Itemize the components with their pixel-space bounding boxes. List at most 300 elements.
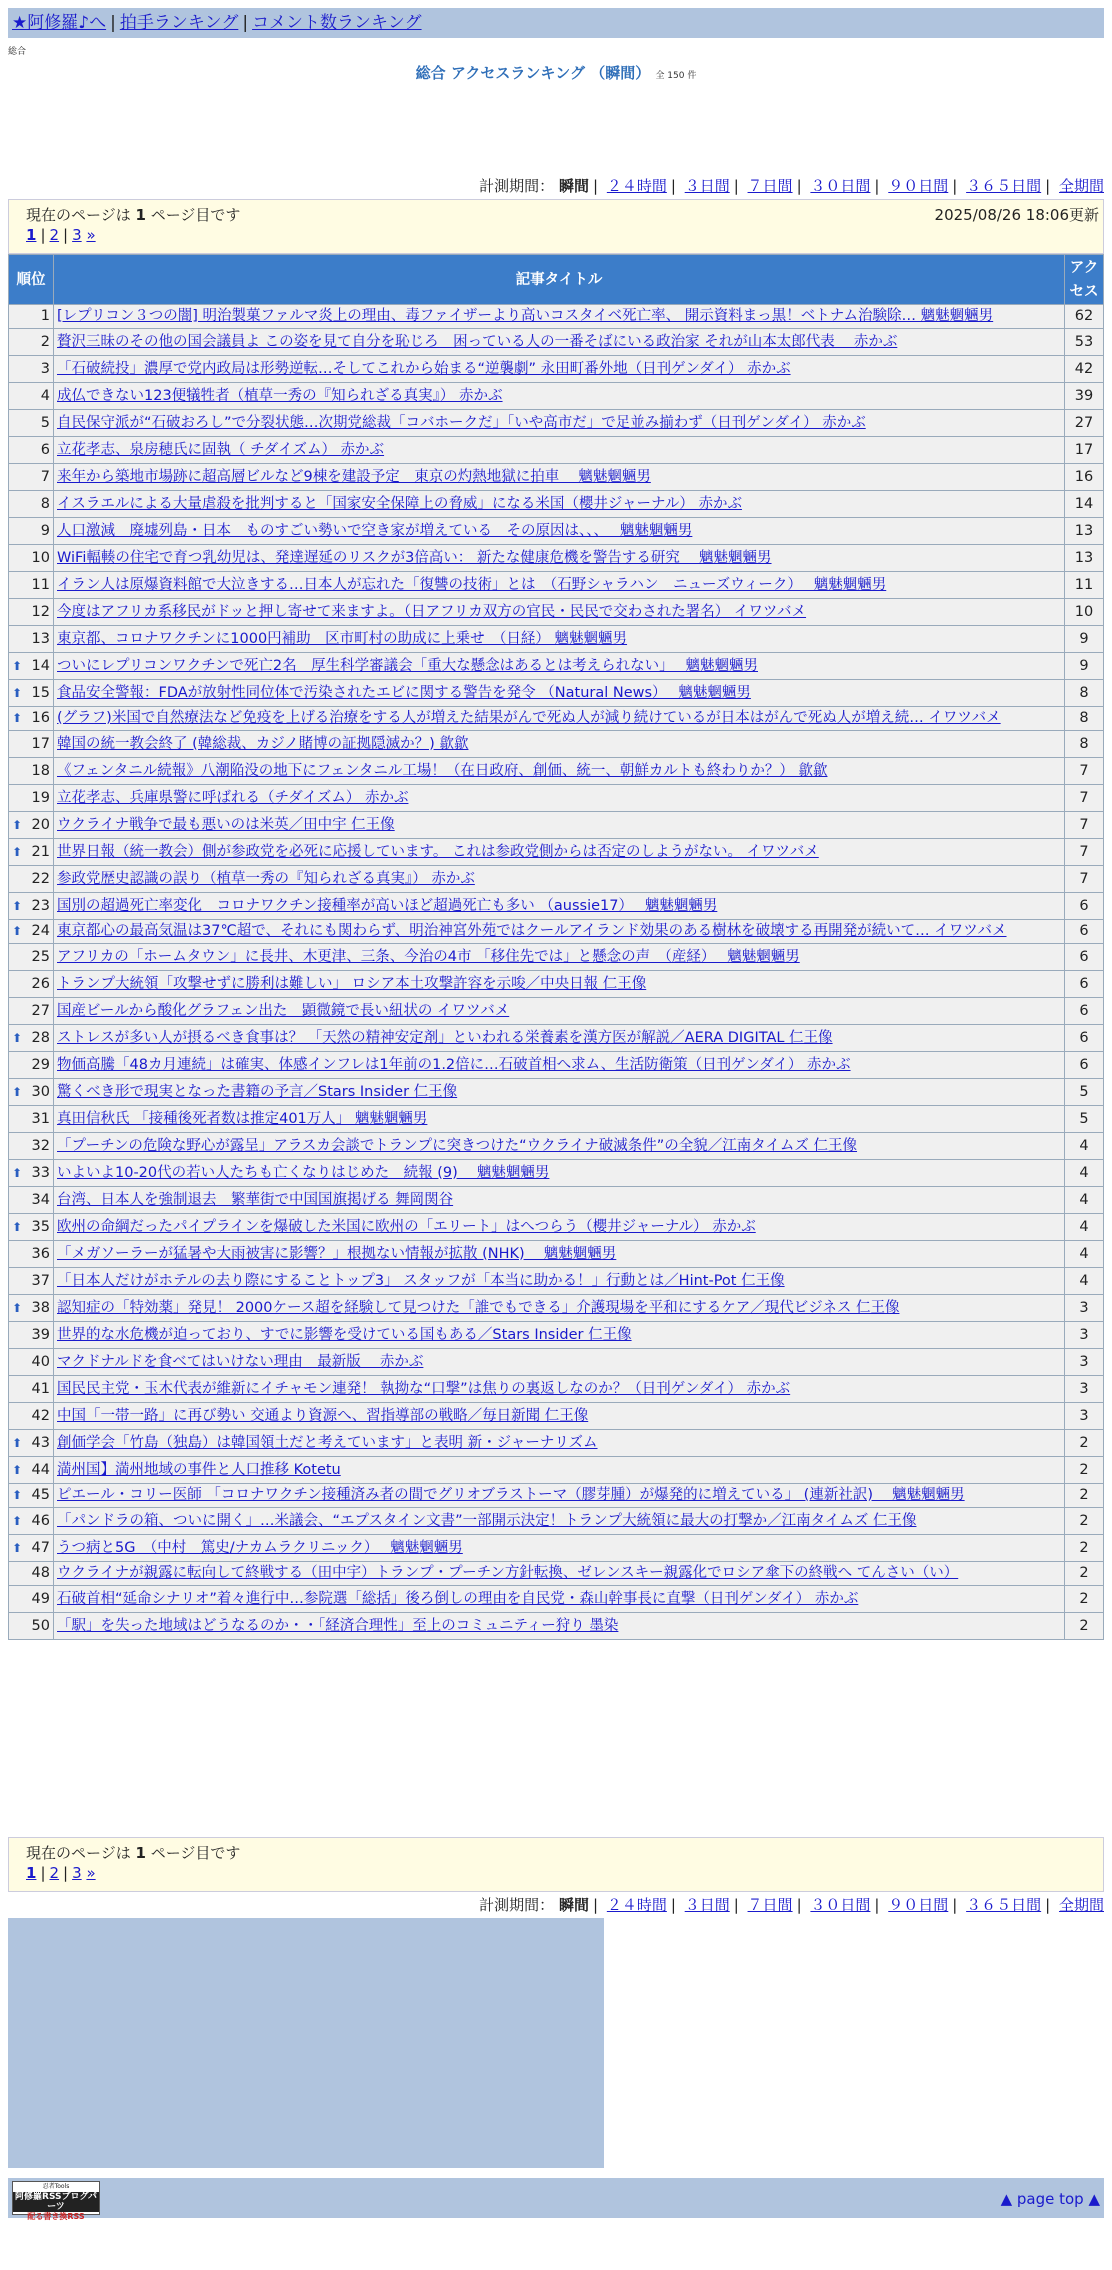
rank-number: 23 — [31, 897, 50, 914]
title-cell — [54, 1214, 1065, 1241]
period-link-24h[interactable]: ２４時間 — [606, 1896, 667, 1914]
article-link[interactable]: 世界的な水危機が迫っており、すでに影響を受けている国もある／Stars Insider 仁王像 — [57, 1326, 632, 1343]
table-row — [9, 437, 1104, 464]
article-link[interactable]: 「日本人だけがホテルの去り際にすることトップ3」 スタッフが「本当に助かる！」行動とは／Hint-Pot 仁王像 — [57, 1272, 785, 1289]
rank-up-arrow-icon: ⬆ — [12, 658, 23, 673]
article-link[interactable]: 《フェンタニル続報》八潮陥没の地下にフェンタニル工場！（在日政府、創価、統一、朝鮮カルトも終わりか？） 歙歙 — [57, 762, 828, 779]
table-row — [9, 1322, 1104, 1349]
article-link[interactable]: 物価高騰「48カ月連続」は確実、体感インフレは1年前の1.2倍に…石破首相へ求ム、生活防衛策（日刊ゲンダイ） 赤かぶ — [57, 1056, 851, 1073]
rank-cell — [9, 785, 54, 812]
article-link[interactable]: (グラフ)米国で自然療法など免疫を上げる治療をする人が増えた結果がんで死ぬ人が減り続けているが日本はがんで死ぬ人が増え続… イワツバメ — [57, 710, 1001, 726]
rank-number: 36 — [31, 1245, 50, 1262]
access-count: 4 — [1065, 1214, 1104, 1241]
article-link[interactable]: ついにレプリコンワクチンで死亡2名 厚生科学審議会「重大な懸念はあるとは考えられない」 魑魅魍魎男 — [57, 657, 758, 674]
page-top-link[interactable]: ▲ page top ▲ — [1000, 2190, 1100, 2208]
access-count: 17 — [1065, 437, 1104, 464]
article-link[interactable]: 「メガソーラーが猛暑や大雨被害に影響？」根拠ない情報が拡散 (NHK) 魑魅魍魎男 — [57, 1245, 617, 1262]
title-cell — [54, 356, 1065, 383]
title-cell — [54, 518, 1065, 545]
article-link[interactable]: 世界日報（統一教会）側が参政党を必死に応援しています。 これは参政党側からは否定のしようがない。 イワツバメ — [57, 843, 819, 860]
rank-number: 17 — [31, 735, 50, 752]
title-cell — [54, 329, 1065, 356]
article-link[interactable]: トランプ大統領「攻撃せずに勝利は難しい」 ロシア本土攻撃許容を示唆／中央日報 仁王像 — [57, 975, 647, 992]
access-count: 3 — [1065, 1376, 1104, 1403]
title-cell — [54, 785, 1065, 812]
table-row — [9, 1562, 1104, 1586]
title-cell — [54, 971, 1065, 998]
access-count: 42 — [1065, 356, 1104, 383]
article-link[interactable]: ウクライナが親露に転向して終戦する（田中宇）トランプ・プーチン方針転換、ゼレンスキー親露化でロシア傘下の終戦へ てんさい（い） — [57, 1565, 959, 1581]
total-count: 全 150 件 — [655, 71, 697, 81]
rank-number: 19 — [31, 789, 50, 806]
page-link-2[interactable]: 2 — [49, 1864, 60, 1882]
title-cell — [54, 839, 1065, 866]
rank-number: 43 — [31, 1434, 50, 1451]
article-link[interactable]: 台湾、日本人を強制退去 繁華街で中国国旗掲げる 舞岡関谷 — [57, 1191, 454, 1208]
rank-number: 45 — [31, 1487, 50, 1503]
table-row — [9, 1052, 1104, 1079]
title-cell — [54, 920, 1065, 944]
rank-cell — [9, 1457, 54, 1484]
title-cell — [54, 998, 1065, 1025]
rank-up-arrow-icon: ⬆ — [12, 1300, 23, 1315]
article-link[interactable]: ピエール・コリー医師 「コロナワクチン接種済み者の間でグリオブラストーマ（膠芽腫）が爆発的に増えている」 (連新社訳) 魑魅魍魎男 — [57, 1487, 965, 1503]
rank-number: 35 — [31, 1218, 50, 1235]
rank-number: 30 — [31, 1083, 50, 1100]
access-count: 14 — [1065, 491, 1104, 518]
table-row — [9, 920, 1104, 944]
access-count: 8 — [1065, 707, 1104, 731]
rank-cell — [9, 1133, 54, 1160]
rank-up-arrow-icon: ⬆ — [12, 1084, 23, 1099]
period-link-3d[interactable]: ３日間 — [684, 1896, 730, 1914]
rank-cell — [9, 1025, 54, 1052]
rank-cell — [9, 626, 54, 653]
rank-cell — [9, 1214, 54, 1241]
rank-number: 22 — [31, 870, 50, 887]
article-link[interactable]: 満州国】満州地域の事件と人口推移 Kotetu — [57, 1461, 341, 1478]
rank-cell — [9, 1562, 54, 1586]
access-count: 2 — [1065, 1508, 1104, 1535]
rank-number: 16 — [31, 710, 50, 726]
access-count: 39 — [1065, 383, 1104, 410]
rank-number: 12 — [31, 603, 50, 620]
title-cell — [54, 572, 1065, 599]
rank-number: 9 — [40, 522, 50, 539]
article-link[interactable]: 国民民主党・玉木代表が維新にイチャモン連発！ 執拗な“口撃”は焦りの裏返しなのか？（日刊ゲンダイ） 赤かぶ — [57, 1380, 791, 1397]
title-cell — [54, 1295, 1065, 1322]
title-cell — [54, 1562, 1065, 1586]
table-row — [9, 971, 1104, 998]
article-link[interactable]: 人口激減 廃墟列島・日本 ものすごい勢いで空き家が増えている その原因は、、、 魑魅魍魎男 — [57, 522, 693, 539]
period-link-90d[interactable]: ９０日間 — [888, 177, 949, 195]
title-cell — [54, 1025, 1065, 1052]
table-row — [9, 707, 1104, 731]
rank-cell — [9, 1322, 54, 1349]
rank-cell — [9, 893, 54, 920]
page-link-3[interactable]: 3 — [72, 226, 82, 244]
rank-number: 29 — [31, 1056, 50, 1073]
rank-number: 7 — [40, 468, 50, 485]
article-link[interactable]: 欧州の命綱だったパイプラインを爆破した米国に欧州の「エリート」はへつらう（櫻井ジャーナル） 赤かぶ — [57, 1218, 756, 1235]
article-link[interactable]: うつ病と5G （中村 篤史/ナカムラクリニック） 魑魅魍魎男 — [57, 1539, 463, 1556]
access-count: 62 — [1065, 305, 1104, 329]
rank-cell — [9, 866, 54, 893]
nav-link-asyura[interactable]: ★阿修羅♪へ — [12, 13, 107, 33]
table-row — [9, 1457, 1104, 1484]
rank-cell — [9, 731, 54, 758]
article-link[interactable]: 食品安全警報：FDAが放射性同位体で汚染されたエビに関する警告を発令 （Natural News） 魑魅魍魎男 — [57, 684, 751, 701]
rank-number: 44 — [31, 1461, 50, 1478]
title-cell — [54, 599, 1065, 626]
article-link[interactable]: WiFi輻輳の住宅で育つ乳幼児は、発達遅延のリスクが3倍高い： 新たな健康危機を警告する研究 魑魅魍魎男 — [57, 549, 772, 566]
period-selector-bottom: 計測期間： 瞬間 | ２４時間 | ３日間 | ７日間 | ３０日間 | ９０日間 | ３６５日間 | 全期間 — [479, 1896, 1104, 1914]
article-link[interactable]: 「プーチンの危険な野心が露呈」アラスカ会談でトランプに突きつけた“ウクライナ破滅条件”の全貌／江南タイムズ 仁王像 — [57, 1137, 858, 1154]
rank-cell — [9, 518, 54, 545]
table-row — [9, 1079, 1104, 1106]
article-link[interactable]: ストレスが多い人が摂るべき食事は？ 「天然の精神安定剤」といわれる栄養素を漢方医が解説／AERA DIGITAL 仁王像 — [57, 1029, 833, 1046]
article-link[interactable]: 贅沢三昧のその他の国会議員よ この姿を見て自分を恥じろ 困っている人の一番そばにいる政治家 それが山本太郎代表 赤かぶ — [57, 333, 898, 350]
article-link[interactable]: [レプリコン３つの闇] 明治製菓ファルマ炎上の理由、毒ファイザーより高いコスタイベ死亡率、 開示資料まっ黒！ベトナム治験除… 魑魅魍魎男 — [57, 308, 994, 324]
access-count: 6 — [1065, 998, 1104, 1025]
rank-up-arrow-icon: ⬆ — [12, 1462, 23, 1477]
table-row — [9, 1187, 1104, 1214]
rank-cell — [9, 1376, 54, 1403]
pager-bottom — [8, 1837, 1104, 1892]
rank-cell — [9, 383, 54, 410]
title-cell — [54, 1586, 1065, 1613]
article-link[interactable]: 韓国の統一教会終了 (韓総裁、カジノ賭博の証拠隠滅か？) 歙歙 — [57, 735, 469, 752]
rank-number: 20 — [31, 816, 50, 833]
article-link[interactable]: 真田信秋氏 「接種後死者数は推定401万人」 魑魅魍魎男 — [57, 1110, 428, 1127]
article-link[interactable]: 成仏できない123便犠牲者（植草一秀の『知られざる真実』） 赤かぶ — [57, 387, 503, 404]
access-count: 3 — [1065, 1322, 1104, 1349]
period-selector-top: 計測期間： 瞬間 | ２４時間 | ３日間 | ７日間 | ３０日間 | ９０日間 | ３６５日間 | 全期間 — [479, 177, 1104, 195]
col-header-rank: 順位 — [9, 255, 54, 305]
article-link[interactable]: 認知症の「特効薬」発見！ 2000ケース超を経験して見つけた「誰でもできる」介護現場を平和にするケア／現代ビジネス 仁王像 — [57, 1299, 900, 1316]
rank-cell — [9, 839, 54, 866]
title-cell — [54, 707, 1065, 731]
access-count: 2 — [1065, 1484, 1104, 1508]
table-row — [9, 1484, 1104, 1508]
rank-number: 49 — [31, 1590, 50, 1607]
table-row — [9, 1295, 1104, 1322]
page-link-next[interactable]: » — [86, 226, 96, 244]
title-cell — [54, 1160, 1065, 1187]
rank-up-arrow-icon: ⬆ — [12, 1030, 23, 1045]
title-cell — [54, 1484, 1065, 1508]
access-count: 6 — [1065, 920, 1104, 944]
access-count: 2 — [1065, 1535, 1104, 1562]
title-cell — [54, 1322, 1065, 1349]
nav-link-applause-ranking[interactable]: 拍手ランキング — [119, 13, 239, 33]
table-row — [9, 1268, 1104, 1295]
access-count: 3 — [1065, 1349, 1104, 1376]
access-count: 2 — [1065, 1562, 1104, 1586]
table-row — [9, 1349, 1104, 1376]
rank-cell — [9, 545, 54, 572]
rank-cell — [9, 998, 54, 1025]
title-cell — [54, 731, 1065, 758]
rank-number: 14 — [31, 657, 50, 674]
period-link-7d[interactable]: ７日間 — [747, 177, 793, 195]
rank-cell — [9, 1241, 54, 1268]
page-link-2[interactable]: 2 — [49, 226, 60, 244]
article-link[interactable]: 石破首相“延命シナリオ”着々進行中…参院選「総括」後ろ倒しの理由を自民党・森山幹事長に直撃（日刊ゲンダイ） 赤かぶ — [57, 1590, 859, 1607]
access-count: 2 — [1065, 1457, 1104, 1484]
article-link[interactable]: 東京都、コロナワクチンに1000円補助 区市町村の助成に上乗せ （日経） 魑魅魍魎男 — [57, 630, 628, 647]
access-count: 7 — [1065, 758, 1104, 785]
access-count: 7 — [1065, 812, 1104, 839]
rank-up-arrow-icon: ⬆ — [12, 1540, 23, 1555]
rank-number: 1 — [40, 308, 50, 324]
title-cell — [54, 1430, 1065, 1457]
rank-number: 27 — [31, 1002, 50, 1019]
table-row — [9, 1430, 1104, 1457]
table-row — [9, 1613, 1104, 1640]
rank-number: 32 — [31, 1137, 50, 1154]
article-link[interactable]: アフリカの「ホームタウン」に長井、木更津、三条、今治の4市 「移住先では」と懸念の声 （産経） 魑魅魍魎男 — [57, 948, 800, 965]
rank-cell — [9, 356, 54, 383]
access-count: 8 — [1065, 680, 1104, 707]
rank-number: 40 — [31, 1353, 50, 1370]
title-cell — [54, 1403, 1065, 1430]
period-link-365d[interactable]: ３６５日間 — [966, 177, 1042, 195]
rank-number: 34 — [31, 1191, 50, 1208]
table-row — [9, 680, 1104, 707]
access-count: 10 — [1065, 599, 1104, 626]
page-numbers: 1 | 2 | 3 » — [26, 1864, 96, 1882]
title-cell — [54, 437, 1065, 464]
access-count: 4 — [1065, 1160, 1104, 1187]
title-cell — [54, 1457, 1065, 1484]
category-label: 総合 — [8, 47, 27, 57]
rank-cell — [9, 305, 54, 329]
period-link-all[interactable]: 全期間 — [1058, 1896, 1104, 1914]
title-cell — [54, 1241, 1065, 1268]
table-row — [9, 410, 1104, 437]
period-link-all[interactable]: 全期間 — [1058, 177, 1104, 195]
access-count: 7 — [1065, 785, 1104, 812]
title-cell — [54, 812, 1065, 839]
rank-cell — [9, 707, 54, 731]
access-count: 2 — [1065, 1586, 1104, 1613]
table-row — [9, 893, 1104, 920]
article-link[interactable]: 来年から築地市場跡に超高層ビルなど9棟を建設予定 東京の灼熱地獄に拍車 魑魅魍魎男 — [57, 468, 651, 485]
table-row — [9, 839, 1104, 866]
rank-number: 33 — [31, 1164, 50, 1181]
article-link[interactable]: 東京都心の最高気温は37℃超で、それにも関わらず、明治神宮外苑ではクールアイランド効果のある樹林を破壊する再開発が続いて… イワツバメ — [57, 923, 1007, 939]
rank-number: 28 — [31, 1029, 50, 1046]
rank-number: 21 — [31, 843, 50, 860]
rank-up-arrow-icon: ⬆ — [12, 898, 23, 913]
rank-cell — [9, 971, 54, 998]
title-cell — [54, 491, 1065, 518]
title-cell — [54, 1349, 1065, 1376]
table-row — [9, 866, 1104, 893]
title-cell — [54, 680, 1065, 707]
period-link-7d[interactable]: ７日間 — [747, 1896, 793, 1914]
access-count: 4 — [1065, 1268, 1104, 1295]
table-row — [9, 626, 1104, 653]
col-header-access: アクセス — [1065, 255, 1104, 305]
article-link[interactable]: 「パンドラの箱、ついに開く」…米議会、“エプスタイン文書”一部開示決定！トランプ大統領に最大の打撃か／江南タイムズ 仁王像 — [57, 1512, 917, 1529]
title-cell — [54, 1106, 1065, 1133]
access-count: 5 — [1065, 1079, 1104, 1106]
access-count: 6 — [1065, 971, 1104, 998]
footer-bar — [8, 2178, 1104, 2221]
table-row — [9, 383, 1104, 410]
rank-cell — [9, 1106, 54, 1133]
page-link-1[interactable]: 1 — [26, 1864, 37, 1882]
access-count: 4 — [1065, 1187, 1104, 1214]
table-row — [9, 572, 1104, 599]
table-row — [9, 599, 1104, 626]
rank-cell — [9, 758, 54, 785]
table-row — [9, 1241, 1104, 1268]
rank-number: 41 — [31, 1380, 50, 1397]
rank-up-arrow-icon: ⬆ — [12, 1488, 23, 1502]
period-link-3d[interactable]: ３日間 — [684, 177, 730, 195]
article-link[interactable]: 国産ビールから酸化グラフェン出た 顕微鏡で長い紐状の イワツバメ — [57, 1002, 510, 1019]
rank-up-arrow-icon: ⬆ — [12, 1513, 23, 1528]
article-link[interactable]: 参政党歴史認識の誤り（植草一秀の『知られざる真実』） 赤かぶ — [57, 870, 475, 887]
article-link[interactable]: 自民保守派が“石破おろし”で分裂状態…次期党総裁「コバホークだ」「いや高市だ」で足並み揃わず（日刊ゲンダイ） 赤かぶ — [57, 414, 866, 431]
rank-cell — [9, 464, 54, 491]
table-row — [9, 329, 1104, 356]
article-link[interactable]: いよいよ10-20代の若い人たちも亡くなりはじめた 続報 (9) 魑魅魍魎男 — [57, 1164, 550, 1181]
rank-cell — [9, 1586, 54, 1613]
page-title-text: 総合 アクセスランキング （瞬間） — [415, 64, 651, 82]
article-link[interactable]: 「駅」を失った地域はどうなるのか・・「経済合理性」至上のコミュニティー狩り 墨染 — [57, 1617, 619, 1634]
col-header-title: 記事タイトル — [54, 255, 1065, 305]
table-row — [9, 464, 1104, 491]
title-cell — [54, 383, 1065, 410]
table-row — [9, 731, 1104, 758]
article-link[interactable]: 今度はアフリカ系移民がドッと押し寄せて来ますよ。（日アフリカ双方の官民・民民で交わされた署名） イワツバメ — [57, 603, 807, 620]
rank-up-arrow-icon: ⬆ — [12, 1165, 23, 1180]
table-row — [9, 1025, 1104, 1052]
page-link-1[interactable]: 1 — [26, 226, 37, 244]
table-row — [9, 944, 1104, 971]
nav-link-comment-ranking[interactable]: コメント数ランキング — [252, 13, 422, 33]
rank-cell — [9, 1160, 54, 1187]
current-page-text: 現在のページは 1 ページ目です — [26, 206, 241, 224]
period-link-24h[interactable]: ２４時間 — [606, 177, 667, 195]
rank-number: 42 — [31, 1407, 50, 1424]
pager-top — [8, 199, 1104, 254]
rank-number: 6 — [40, 441, 50, 458]
rank-number: 46 — [31, 1512, 50, 1529]
rank-up-arrow-icon: ⬆ — [12, 1435, 23, 1450]
period-link-30d[interactable]: ３０日間 — [810, 177, 871, 195]
rank-up-arrow-icon: ⬆ — [12, 844, 23, 859]
rss-blogparts-logo[interactable]: 忍者Tools 阿修羅RSSブログパーツ 配る書き換RSS — [12, 2181, 100, 2215]
table-row — [9, 812, 1104, 839]
table-row — [9, 653, 1104, 680]
rank-cell — [9, 410, 54, 437]
article-link[interactable]: 立花孝志、泉房穂氏に固執（ チダイズム） 赤かぶ — [57, 441, 385, 458]
rank-cell — [9, 1430, 54, 1457]
period-link-30d[interactable]: ３０日間 — [810, 1896, 871, 1914]
table-row — [9, 356, 1104, 383]
rank-cell — [9, 1535, 54, 1562]
article-link[interactable]: 国別の超過死亡率変化 コロナワクチン接種率が高いほど超過死亡も多い （aussie17） 魑魅魍魎男 — [57, 897, 718, 914]
access-count: 27 — [1065, 410, 1104, 437]
rank-cell — [9, 1052, 54, 1079]
access-count: 16 — [1065, 464, 1104, 491]
rank-cell — [9, 329, 54, 356]
page-title — [0, 62, 1112, 83]
article-link[interactable]: 「石破続投」濃厚で党内政局は形勢逆転…そしてこれから始まる“逆襲劇” 永田町番外地（日刊ゲンダイ） 赤かぶ — [57, 360, 791, 377]
rank-number: 25 — [31, 948, 50, 965]
article-link[interactable]: マクドナルドを食べてはいけない理由 最新版 赤かぶ — [57, 1353, 424, 1370]
article-link[interactable]: 中国「一帯一路」に再び勢い 交通より資源へ、習指導部の戦略／毎日新聞 仁王像 — [57, 1407, 589, 1424]
title-cell — [54, 1052, 1065, 1079]
title-cell — [54, 653, 1065, 680]
rank-number: 37 — [31, 1272, 50, 1289]
rank-cell — [9, 1349, 54, 1376]
ranking-table — [8, 254, 1104, 1640]
table-row — [9, 998, 1104, 1025]
title-cell — [54, 545, 1065, 572]
rank-cell — [9, 1295, 54, 1322]
rank-cell — [9, 491, 54, 518]
article-link[interactable]: 立花孝志、兵庫県警に呼ばれる（チダイズム） 赤かぶ — [57, 789, 409, 806]
rank-number: 3 — [40, 360, 50, 377]
rank-up-arrow-icon: ⬆ — [12, 711, 23, 725]
rank-cell — [9, 1484, 54, 1508]
rank-number: 15 — [31, 684, 50, 701]
title-cell — [54, 464, 1065, 491]
title-cell — [54, 1508, 1065, 1535]
rank-number: 4 — [40, 387, 50, 404]
title-cell — [54, 944, 1065, 971]
page-link-next[interactable]: » — [86, 1864, 96, 1882]
rank-number: 24 — [31, 923, 50, 939]
access-count: 3 — [1065, 1403, 1104, 1430]
table-row — [9, 1586, 1104, 1613]
title-cell — [54, 626, 1065, 653]
title-cell — [54, 1187, 1065, 1214]
period-label: 計測期間： — [479, 177, 555, 195]
table-row — [9, 1133, 1104, 1160]
rank-up-arrow-icon: ⬆ — [12, 817, 23, 832]
access-count: 6 — [1065, 1052, 1104, 1079]
table-row — [9, 1160, 1104, 1187]
updated-time: 2025/08/26 18:06更新 — [934, 206, 1099, 224]
article-link[interactable]: 驚くべき形で現実となった書籍の予言／Stars Insider 仁王像 — [57, 1083, 458, 1100]
access-count: 6 — [1065, 1025, 1104, 1052]
article-link[interactable]: 創価学会「竹島（独島）は韓国領土だと考えています」と表明 新・ジャーナリズム — [57, 1434, 598, 1451]
table-row — [9, 545, 1104, 572]
page-link-3[interactable]: 3 — [72, 1864, 82, 1882]
ad-placeholder — [8, 1918, 604, 2168]
article-link[interactable]: イラン人は原爆資料館で大泣きする…日本人が忘れた「復讐の技術」とは （石野シャラハン ニューズウィーク） 魑魅魍魎男 — [57, 576, 887, 593]
rank-number: 13 — [31, 630, 50, 647]
rank-number: 5 — [40, 414, 50, 431]
period-link-365d[interactable]: ３６５日間 — [966, 1896, 1042, 1914]
period-link-90d[interactable]: ９０日間 — [888, 1896, 949, 1914]
access-count: 13 — [1065, 545, 1104, 572]
table-row — [9, 491, 1104, 518]
title-cell — [54, 1535, 1065, 1562]
title-cell — [54, 893, 1065, 920]
article-link[interactable]: ウクライナ戦争で最も悪いのは米英／田中宇 仁王像 — [57, 816, 395, 833]
access-count: 5 — [1065, 1106, 1104, 1133]
article-link[interactable]: イスラエルによる大量虐殺を批判すると「国家安全保障上の脅威」になる米国（櫻井ジャーナル） 赤かぶ — [57, 495, 742, 512]
table-row — [9, 1403, 1104, 1430]
